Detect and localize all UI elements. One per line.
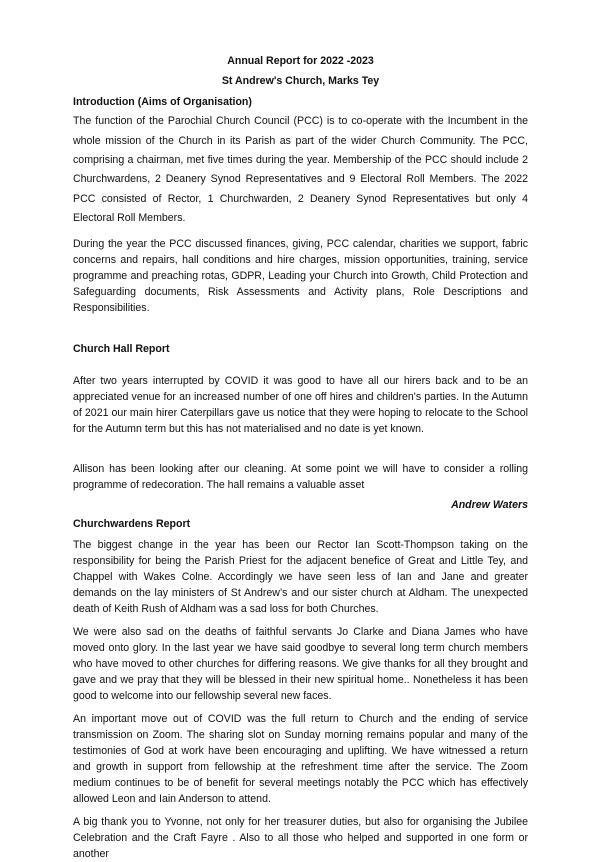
church-hall-paragraph-2: Allison has been looking after our cleaning. At some point we will have to consider a rolling programme of redecoration. The hall remains a valuable asset	[73, 463, 528, 492]
section-heading-introduction: Introduction (Aims of Organisation)	[73, 95, 252, 108]
document-subtitle: St Andrew's Church, Marks Tey	[221, 75, 380, 88]
church-hall-signature: Andrew Waters	[451, 499, 528, 512]
document-title: Annual Report for 2022 -2023	[227, 55, 374, 67]
section-heading-churchwardens: Churchwardens Report	[73, 518, 191, 531]
introduction-paragraph-1: The function of the Parochial Church Council (PCC) is to co-operate with the Incumbent in the whole mission of the Church in its Parish as part of the wider Church Community. The PCC, comprising a chairman, met five times during the year. Membership of the PCC should include 2 Churchwardens, 2 Deanery Synod Representatives and 9 Electoral Roll Members. The 2022 PCC consisted of Rector, 1 Churchwarden, 2 Deanery Synod Representatives but only 4 Electoral Roll Members.	[73, 115, 528, 225]
section-heading-church-hall: Church Hall Report	[73, 342, 170, 355]
churchwardens-paragraph-3: An important move out of COVID was the full return to Church and the ending of service transmission on Zoom. The sharing slot on Sunday morning remains popular and many of the testimonies of God at work have been encouraging and uplifting. We have witnessed a return and growth in support from fellowship at the refreshment time after the service. The Zoom medium continues to be of benefit for several meetings notably the PCC which has effectively allowed Leon and Iain Anderson to attend.	[73, 712, 528, 805]
church-hall-paragraph-1: After two years interrupted by COVID it was good to have all our hirers back and to be an appreciated venue for an increased number of one off hires and children's parties. In the Autumn of 2021 our main hirer Caterpillars gave us notice that they were hoping to relocate to the School for the Autumn term but this has not materialised and no date is yet known.	[73, 375, 528, 436]
churchwardens-paragraph-4: A big thank you to Yvonne, not only for her treasurer duties, but also for organising the Jubilee Celebration and the Craft Fayre . Also to all those who helped and supported in one form or another	[73, 815, 528, 860]
introduction-paragraph-2: During the year the PCC discussed finances, giving, PCC calendar, charities we support, fabric concerns and repairs, hall conditions and hire charges, mission opportunities, training, service programme and preaching rotas, GDPR, Leading your Church into Growth, Child Protection and Safeguarding documents, Risk Assessments and Activity plans, Role Descriptions and Responsibilities.	[73, 237, 528, 314]
churchwardens-paragraph-1: The biggest change in the year has been our Rector Ian Scott-Thompson taking on the responsibility for being the Parish Priest for the adjacent benefice of Great and Little Tey, and Chappel with Wakes Colne. Accordingly we have seen less of Ian and Jane and greater demands on the lay ministers of St Andrew’s and our sister church at Aldham. The unexpected death of Keith Rush of Aldham was a sad loss for both Churches.	[73, 538, 528, 615]
churchwardens-paragraph-2: We were also sad on the deaths of faithful servants Jo Clarke and Diana James who have moved onto glory. In the last year we have said goodbye to several long term church members who have moved to other churches for differing reasons. We give thanks for all they brought and gave and we pray that they will be blessed in their new spiritual home.. Nonetheless it has been good to welcome into our fellowship several new faces.	[73, 625, 528, 702]
document-page	[73, 52, 528, 862]
